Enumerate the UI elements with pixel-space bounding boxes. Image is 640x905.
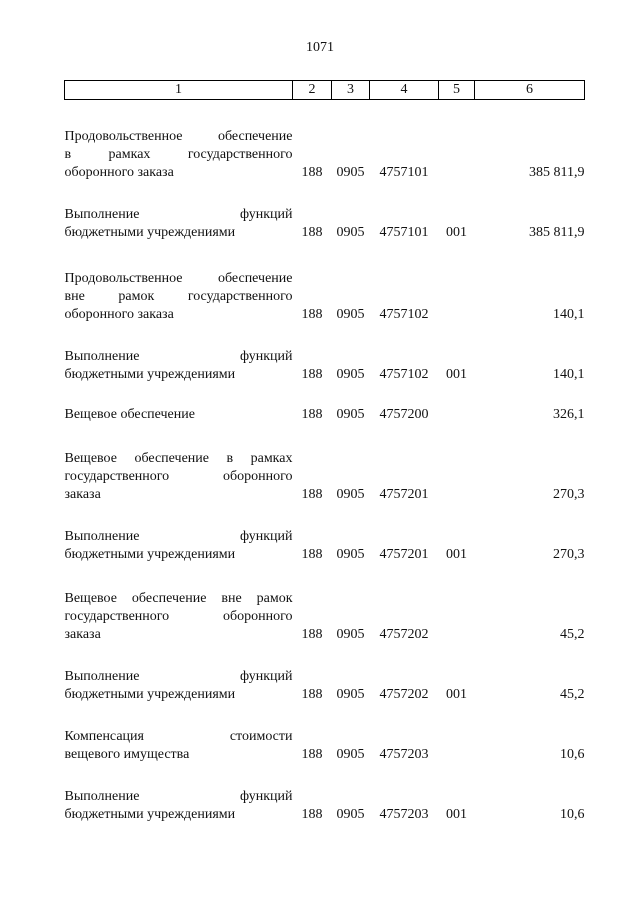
table-row <box>65 100 585 182</box>
row-name-line: бюджетными учреждениями <box>64 224 236 240</box>
table-row <box>65 424 585 504</box>
row-amount: 385 811,9 <box>529 164 585 180</box>
row-amount: 10,6 <box>560 806 585 822</box>
row-name-line: Компенсация стоимости <box>64 728 293 744</box>
row-name-line: заказа <box>64 486 101 502</box>
row-code-4: 4757201 <box>379 486 429 502</box>
row-code-2: 188 <box>301 366 323 382</box>
row-code-2: 188 <box>301 546 323 562</box>
row-amount: 45,2 <box>560 626 585 642</box>
row-name-line: Продовольственное обеспечение <box>64 128 293 144</box>
row-code-4: 4757202 <box>379 626 429 642</box>
row-amount: 140,1 <box>553 366 585 382</box>
row-name-line: заказа <box>64 626 101 642</box>
row-code-5 <box>439 564 475 644</box>
row-code-5: 001 <box>446 806 467 822</box>
row-code-5 <box>439 384 475 424</box>
row-name <box>65 504 293 564</box>
row-code-2: 188 <box>301 806 323 822</box>
header-col-6: 6 <box>475 81 585 100</box>
row-code-5 <box>439 704 475 764</box>
table-row <box>65 704 585 764</box>
row-name-line: Выполнение функций <box>64 788 293 804</box>
table-row <box>65 384 585 424</box>
row-code-5 <box>439 424 475 504</box>
row-code-5: 001 <box>446 546 467 562</box>
table-row <box>65 182 585 242</box>
table-row <box>65 564 585 644</box>
row-name-line: вне рамок государственного <box>64 288 293 304</box>
row-name-line: Вещевое обеспечение <box>64 406 195 422</box>
header-col-5: 5 <box>439 81 475 100</box>
row-code-2: 188 <box>301 686 323 702</box>
row-code-4: 4757203 <box>379 806 429 822</box>
row-name-line: Выполнение функций <box>64 206 293 222</box>
row-amount: 140,1 <box>553 306 585 322</box>
row-code-5 <box>439 242 475 324</box>
row-name <box>65 704 293 764</box>
row-name-line: бюджетными учреждениями <box>64 686 236 702</box>
row-code-4: 4757203 <box>379 746 429 762</box>
row-amount: 385 811,9 <box>529 224 585 240</box>
row-name-line: Продовольственное обеспечение <box>64 270 293 286</box>
header-col-2: 2 <box>293 81 332 100</box>
row-code-3: 0905 <box>336 746 365 762</box>
row-name <box>65 424 293 504</box>
row-code-3: 0905 <box>336 546 365 562</box>
table-row <box>65 644 585 704</box>
row-code-4: 4757102 <box>379 366 429 382</box>
table-row <box>65 324 585 384</box>
row-code-4: 4757102 <box>379 306 429 322</box>
row-code-5: 001 <box>446 366 467 382</box>
row-code-5: 001 <box>446 686 467 702</box>
budget-table <box>64 80 585 824</box>
row-code-4: 4757202 <box>379 686 429 702</box>
row-code-4: 4757200 <box>379 406 429 422</box>
row-name-line: бюджетными учреждениями <box>64 366 236 382</box>
row-code-4: 4757101 <box>379 164 429 180</box>
row-name-line: Вещевое обеспечение в рамках <box>64 450 293 466</box>
row-amount: 45,2 <box>560 686 585 702</box>
row-name-line: оборонного заказа <box>64 164 174 180</box>
row-name-line: Выполнение функций <box>64 528 293 544</box>
row-code-3: 0905 <box>336 366 365 382</box>
row-code-4: 4757201 <box>379 546 429 562</box>
table-row <box>65 242 585 324</box>
row-code-3: 0905 <box>336 626 365 642</box>
row-name-line: оборонного заказа <box>64 306 174 322</box>
row-amount: 326,1 <box>553 406 585 422</box>
row-code-2: 188 <box>301 746 323 762</box>
header-col-4: 4 <box>370 81 439 100</box>
row-code-2: 188 <box>301 626 323 642</box>
row-name <box>65 324 293 384</box>
row-code-2: 188 <box>301 224 323 240</box>
row-name <box>65 182 293 242</box>
row-name <box>65 242 293 324</box>
table-row <box>65 504 585 564</box>
header-row <box>65 81 585 100</box>
row-code-3: 0905 <box>336 486 365 502</box>
row-name-line: Выполнение функций <box>64 668 293 684</box>
row-code-3: 0905 <box>336 306 365 322</box>
row-code-5 <box>439 100 475 182</box>
page-number: 1071 <box>306 40 334 55</box>
row-code-2: 188 <box>301 306 323 322</box>
row-amount: 10,6 <box>560 746 585 762</box>
row-name-line: Вещевое обеспечение вне рамок <box>64 590 293 606</box>
row-name-line: бюджетными учреждениями <box>64 546 236 562</box>
row-name-line: бюджетными учреждениями <box>64 806 236 822</box>
row-code-3: 0905 <box>336 224 365 240</box>
header-col-1: 1 <box>65 81 293 100</box>
row-name <box>65 100 293 182</box>
header-col-3: 3 <box>332 81 370 100</box>
row-name-line: в рамках государственного <box>64 146 293 162</box>
row-name-line: Выполнение функций <box>64 348 293 364</box>
row-code-5: 001 <box>446 224 467 240</box>
table-row <box>65 764 585 824</box>
row-code-4: 4757101 <box>379 224 429 240</box>
row-name-line: государственного оборонного <box>64 608 293 624</box>
row-code-2: 188 <box>301 406 323 422</box>
row-name <box>65 564 293 644</box>
row-name-line: государственного оборонного <box>64 468 293 484</box>
row-name-line: вещевого имущества <box>64 746 190 762</box>
row-amount: 270,3 <box>553 546 585 562</box>
row-code-2: 188 <box>301 164 323 180</box>
row-code-3: 0905 <box>336 406 365 422</box>
row-name <box>65 764 293 824</box>
row-amount: 270,3 <box>553 486 585 502</box>
row-code-3: 0905 <box>336 164 365 180</box>
row-code-3: 0905 <box>336 806 365 822</box>
row-name <box>65 384 293 424</box>
row-name <box>65 644 293 704</box>
row-code-2: 188 <box>301 486 323 502</box>
row-code-3: 0905 <box>336 686 365 702</box>
